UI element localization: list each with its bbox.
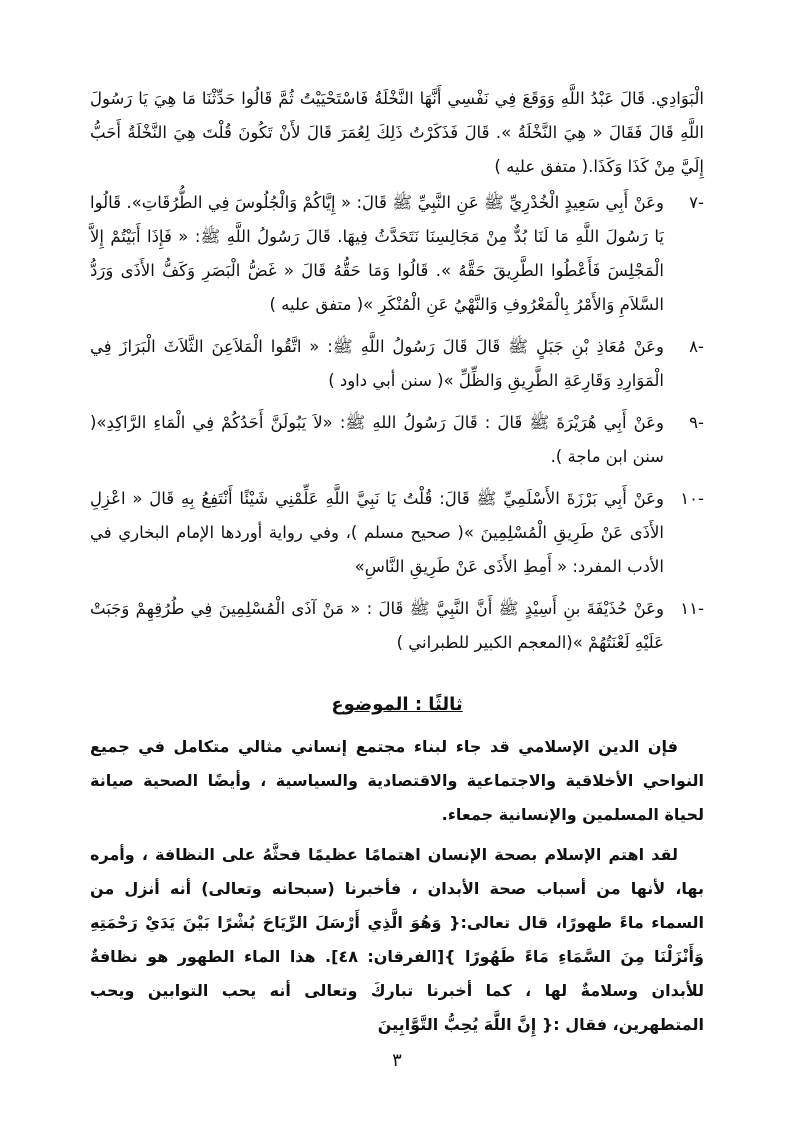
- hadith-list: [90, 186, 704, 668]
- item-text: وعَنْ مُعَاذِ بْنِ جَبَلٍ ﷺ قَالَ قَالَ رَسُولُ اللَّهِ ﷺ: « اتَّقُوا الْمَلاَعِنَ الثَّلاَثَ الْبَرَازَ فِي الْمَوَارِدِ وَقَارِعَةِ الطَّرِيقِ وَالظِّلِّ »( سنن أبي داود ): [90, 337, 664, 390]
- list-item: [90, 186, 704, 322]
- paragraph-2: [90, 838, 704, 1042]
- paragraph-2-text: لقد اهتم الإسلام بصحة الإنسان اهتمامًا عظيمًا فحثَّهُ على النظافة ، وأمره بها، لأنها من أسباب صحة الأبدان ، فأخبرنا (سبحانه وتعالى) أنه أنزل من السماء ماءً طهورًا، قال تعالى:{ وَهُوَ الَّذِي أَرْسَلَ الرِّيَاحَ بُشْرًا بَيْنَ يَدَيْ رَحْمَتِهِ وَأَنْزَلْنَا مِنَ السَّمَاءِ مَاءً طَهُورًا }[الفرقان: ٤٨]. هذا الماء الطهور هو نظافةٌ للأبدان وسلامةٌ لها ، كما أخبرنا تباركَ وتعالى أنه يحب التوابين ويحب المتطهرين، فقال :{ إِنَّ اللَّهَ يُحِبُّ التَّوَّابِينَ: [90, 845, 704, 1034]
- section-heading: ثالثًا : الموضوع: [331, 694, 463, 715]
- item-number: -٧: [689, 193, 704, 212]
- item-text: وعَنْ أَبِي سَعِيدٍ الْخُدْرِيِّ ﷺ عَنِ النَّبِيِّ ﷺ قَالَ: « إِيَّاكُمْ وَالْجُلُوسَ فِي الطُّرُقَاتِ». قَالُوا يَا رَسُولَ اللَّهِ مَا لَنَا بُدٌّ مِنْ مَجَالِسِنَا نَتَحَدَّثُ فِيهَا. قَالَ رَسُولُ اللَّهِ ﷺ: « فَإِذَا أَبَيْتُمْ إِلاَّ الْمَجْلِسَ فَأَعْطُوا الطَّرِيقَ حَقَّهُ ». قَالُوا وَمَا حَقُّهُ قَالَ « غَضُّ الْبَصَرِ وَكَفُّ الأَذَى وَرَدُّ السَّلاَمِ وَالأَمْرُ بِالْمَعْرُوفِ وَالنَّهْيُ عَنِ الْمُنْكَرِ »( متفق عليه ): [90, 193, 664, 314]
- list-item: [90, 406, 704, 474]
- item-number: -٨: [689, 337, 704, 356]
- item-text: وعَنْ أَبِي هُرَيْرَةَ ﷺ قَالَ : قَالَ رَسُولُ اللهِ ﷺ: «لاَ يَبُولَنَّ أَحَدُكُمْ فِي الْمَاءِ الرَّاكِدِ»( سنن ابن ماجة ).: [90, 413, 664, 466]
- item-text: وعَنْ حُذَيْفَةَ بنِ أَسِيْدٍ ﷺ أَنَّ النَّبِيَّ ﷺ قَالَ : « مَنْ آذَى الْمُسْلِمِينَ فِي طُرُقِهِمْ وَجَبَتْ عَلَيْهِ لَعْنَتُهُمْ »(المعجم الكبير للطبراني ): [90, 599, 664, 652]
- list-item: [90, 482, 704, 584]
- intro-text: الْبَوَادِي. قَالَ عَبْدُ اللَّهِ وَوَقَعَ فِي نَفْسِي أَنَّهَا النَّخْلَةُ فَاسْتَحْيَيْتُ ثُمَّ قَالُوا حَدِّثْنَا مَا هِيَ يَا رَسُولَ اللَّهِ قَالَ فَقَالَ « هِيَ النَّخْلَةُ ». قَالَ فَذَكَرْتُ ذَلِكَ لِعُمَرَ قَالَ لأَنْ تَكُونَ قُلْتَ هِيَ النَّخْلَةُ أَحَبُّ إِلَيَّ مِنْ كَذَا وَكَذَا.( متفق عليه ): [90, 89, 704, 176]
- item-text: وعَنْ أَبِي بَرْزَةَ الأَسْلَمِيِّ ﷺ قَالَ: قُلْتُ يَا نَبِيَّ اللَّهِ عَلِّمْنِي شَيْئًا أَنْتَفِعُ بِهِ قَالَ « اعْزِلِ الأَذَى عَنْ طَرِيقِ الْمُسْلِمِينَ »( صحيح مسلم )، وفي رواية أوردها الإمام البخاري في الأدب المفرد: « أَمِطِ الأَذَى عَنْ طَرِيقِ النَّاسِ»: [90, 489, 664, 576]
- item-number: -٩: [689, 413, 704, 432]
- item-number: -١٠: [680, 489, 704, 508]
- list-item: [90, 592, 704, 660]
- item-number: -١١: [680, 599, 704, 618]
- list-item: [90, 330, 704, 398]
- paragraph-1-text: فإن الدين الإسلامي قد جاء لبناء مجتمع إنساني مثالي متكامل في جميع النواحي الأخلاقية والاجتماعية والاقتصادية والسياسية ، وأيضًا الصحية صيانة لحياة المسلمين والإنسانية جمعاء.: [90, 737, 704, 824]
- paragraph-1: [90, 730, 704, 832]
- page-number: ٣: [392, 1050, 402, 1071]
